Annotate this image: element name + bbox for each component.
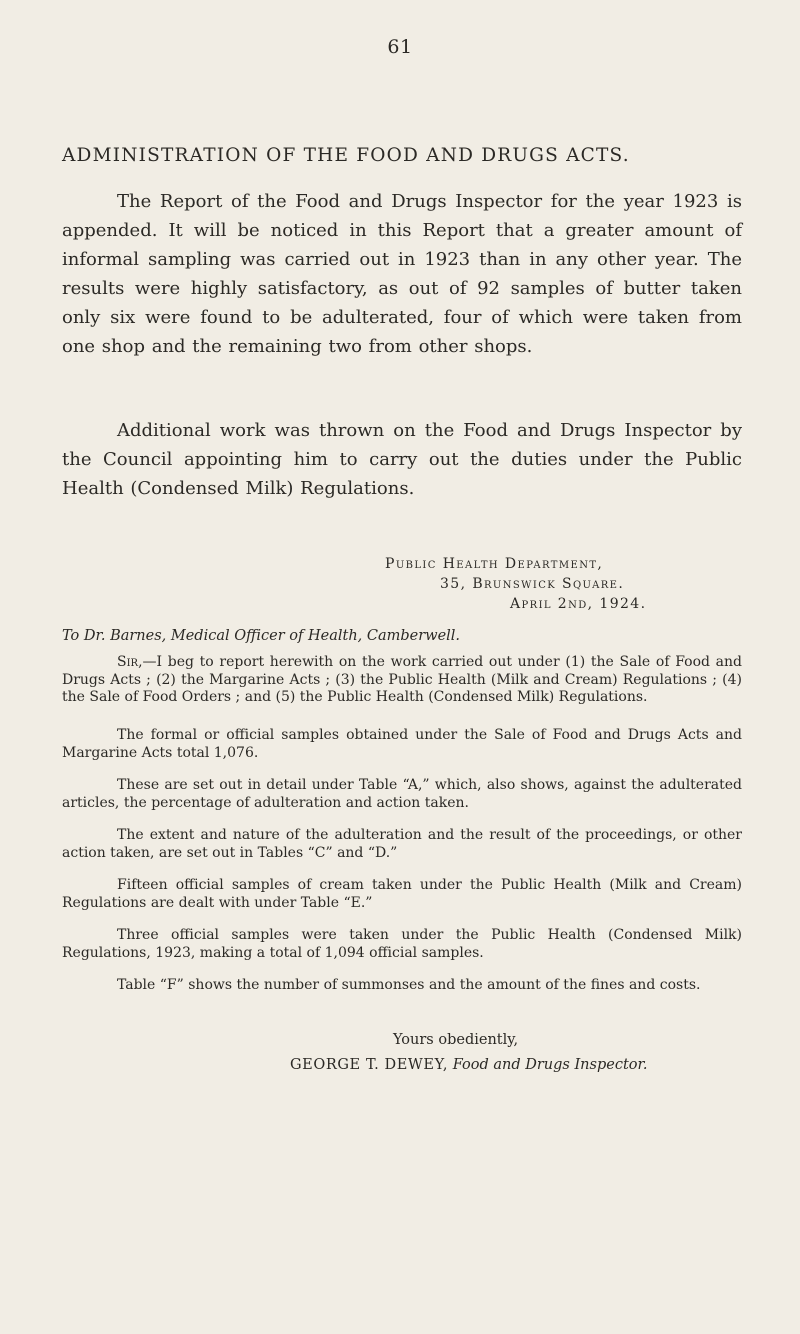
letter-paragraph-1-text: —I beg to report herewith on the work carried out under (1) the Sale of Food and Drugs Acts ; (2) the Margarine Acts ; (3) the Public Health (Milk and Cream) Regulations ; (4) the Sale of Food Orders ; and (5) the Public Health (Condensed Milk) Regulations.: [62, 654, 742, 705]
letter-address-line-2: 35, Brunswick Square.: [440, 576, 625, 592]
letter-paragraph-7: Table “F” shows the number of summonses and the amount of the fines and costs.: [117, 977, 701, 993]
letter-closing: Yours obediently,: [393, 1032, 519, 1048]
letter-paragraph-6: Three official samples were taken under the Public Health (Condensed Milk) Regulations, 1923, making a total of 1,094 official samples.: [62, 927, 742, 961]
signatory-title: Food and Drugs Inspector.: [452, 1057, 648, 1073]
page-number: 61: [387, 36, 413, 58]
letter-paragraph-3: These are set out in detail under Table “A,” which, also shows, against the adulterated articles, the percentage of adulteration and action taken.: [62, 777, 742, 811]
letter-address-line-1: Public Health Department,: [385, 556, 604, 572]
letter-paragraph-1: [62, 654, 742, 707]
letter-signature: [290, 1057, 647, 1073]
letter-salutation: To Dr. Barnes, Medical Officer of Health, Camberwell.: [62, 628, 461, 644]
letter-paragraph-5: Fifteen official samples of cream taken under the Public Health (Milk and Cream) Regulations are dealt with under Table “E.”: [62, 877, 742, 911]
letter-greeting: Sir,: [117, 654, 143, 670]
page-title: ADMINISTRATION OF THE FOOD AND DRUGS ACTS.: [62, 145, 630, 166]
signatory-name: GEORGE T. DEWEY,: [290, 1057, 449, 1073]
intro-paragraph-2: Additional work was thrown on the Food and Drugs Inspector by the Council appointing him to carry out the duties under the Public Health (Condensed Milk) Regulations.: [62, 420, 742, 499]
letter-paragraph-2: The formal or official samples obtained under the Sale of Food and Drugs Acts and Margarine Acts total 1,076.: [62, 727, 742, 761]
letter-date: April 2nd, 1924.: [510, 596, 647, 612]
intro-paragraph-1: The Report of the Food and Drugs Inspector for the year 1923 is appended. It will be noticed in this Report that a greater amount of informal sampling was carried out in 1923 than in any other year. The results were highly satisfactory, as out of 92 samples of butter taken only six were found to be adulterated, four of which were taken from one shop and the remaining two from other shops.: [62, 191, 742, 357]
letter-paragraph-4: The extent and nature of the adulteration and the result of the proceedings, or other action taken, are set out in Tables “C” and “D.”: [62, 827, 742, 861]
